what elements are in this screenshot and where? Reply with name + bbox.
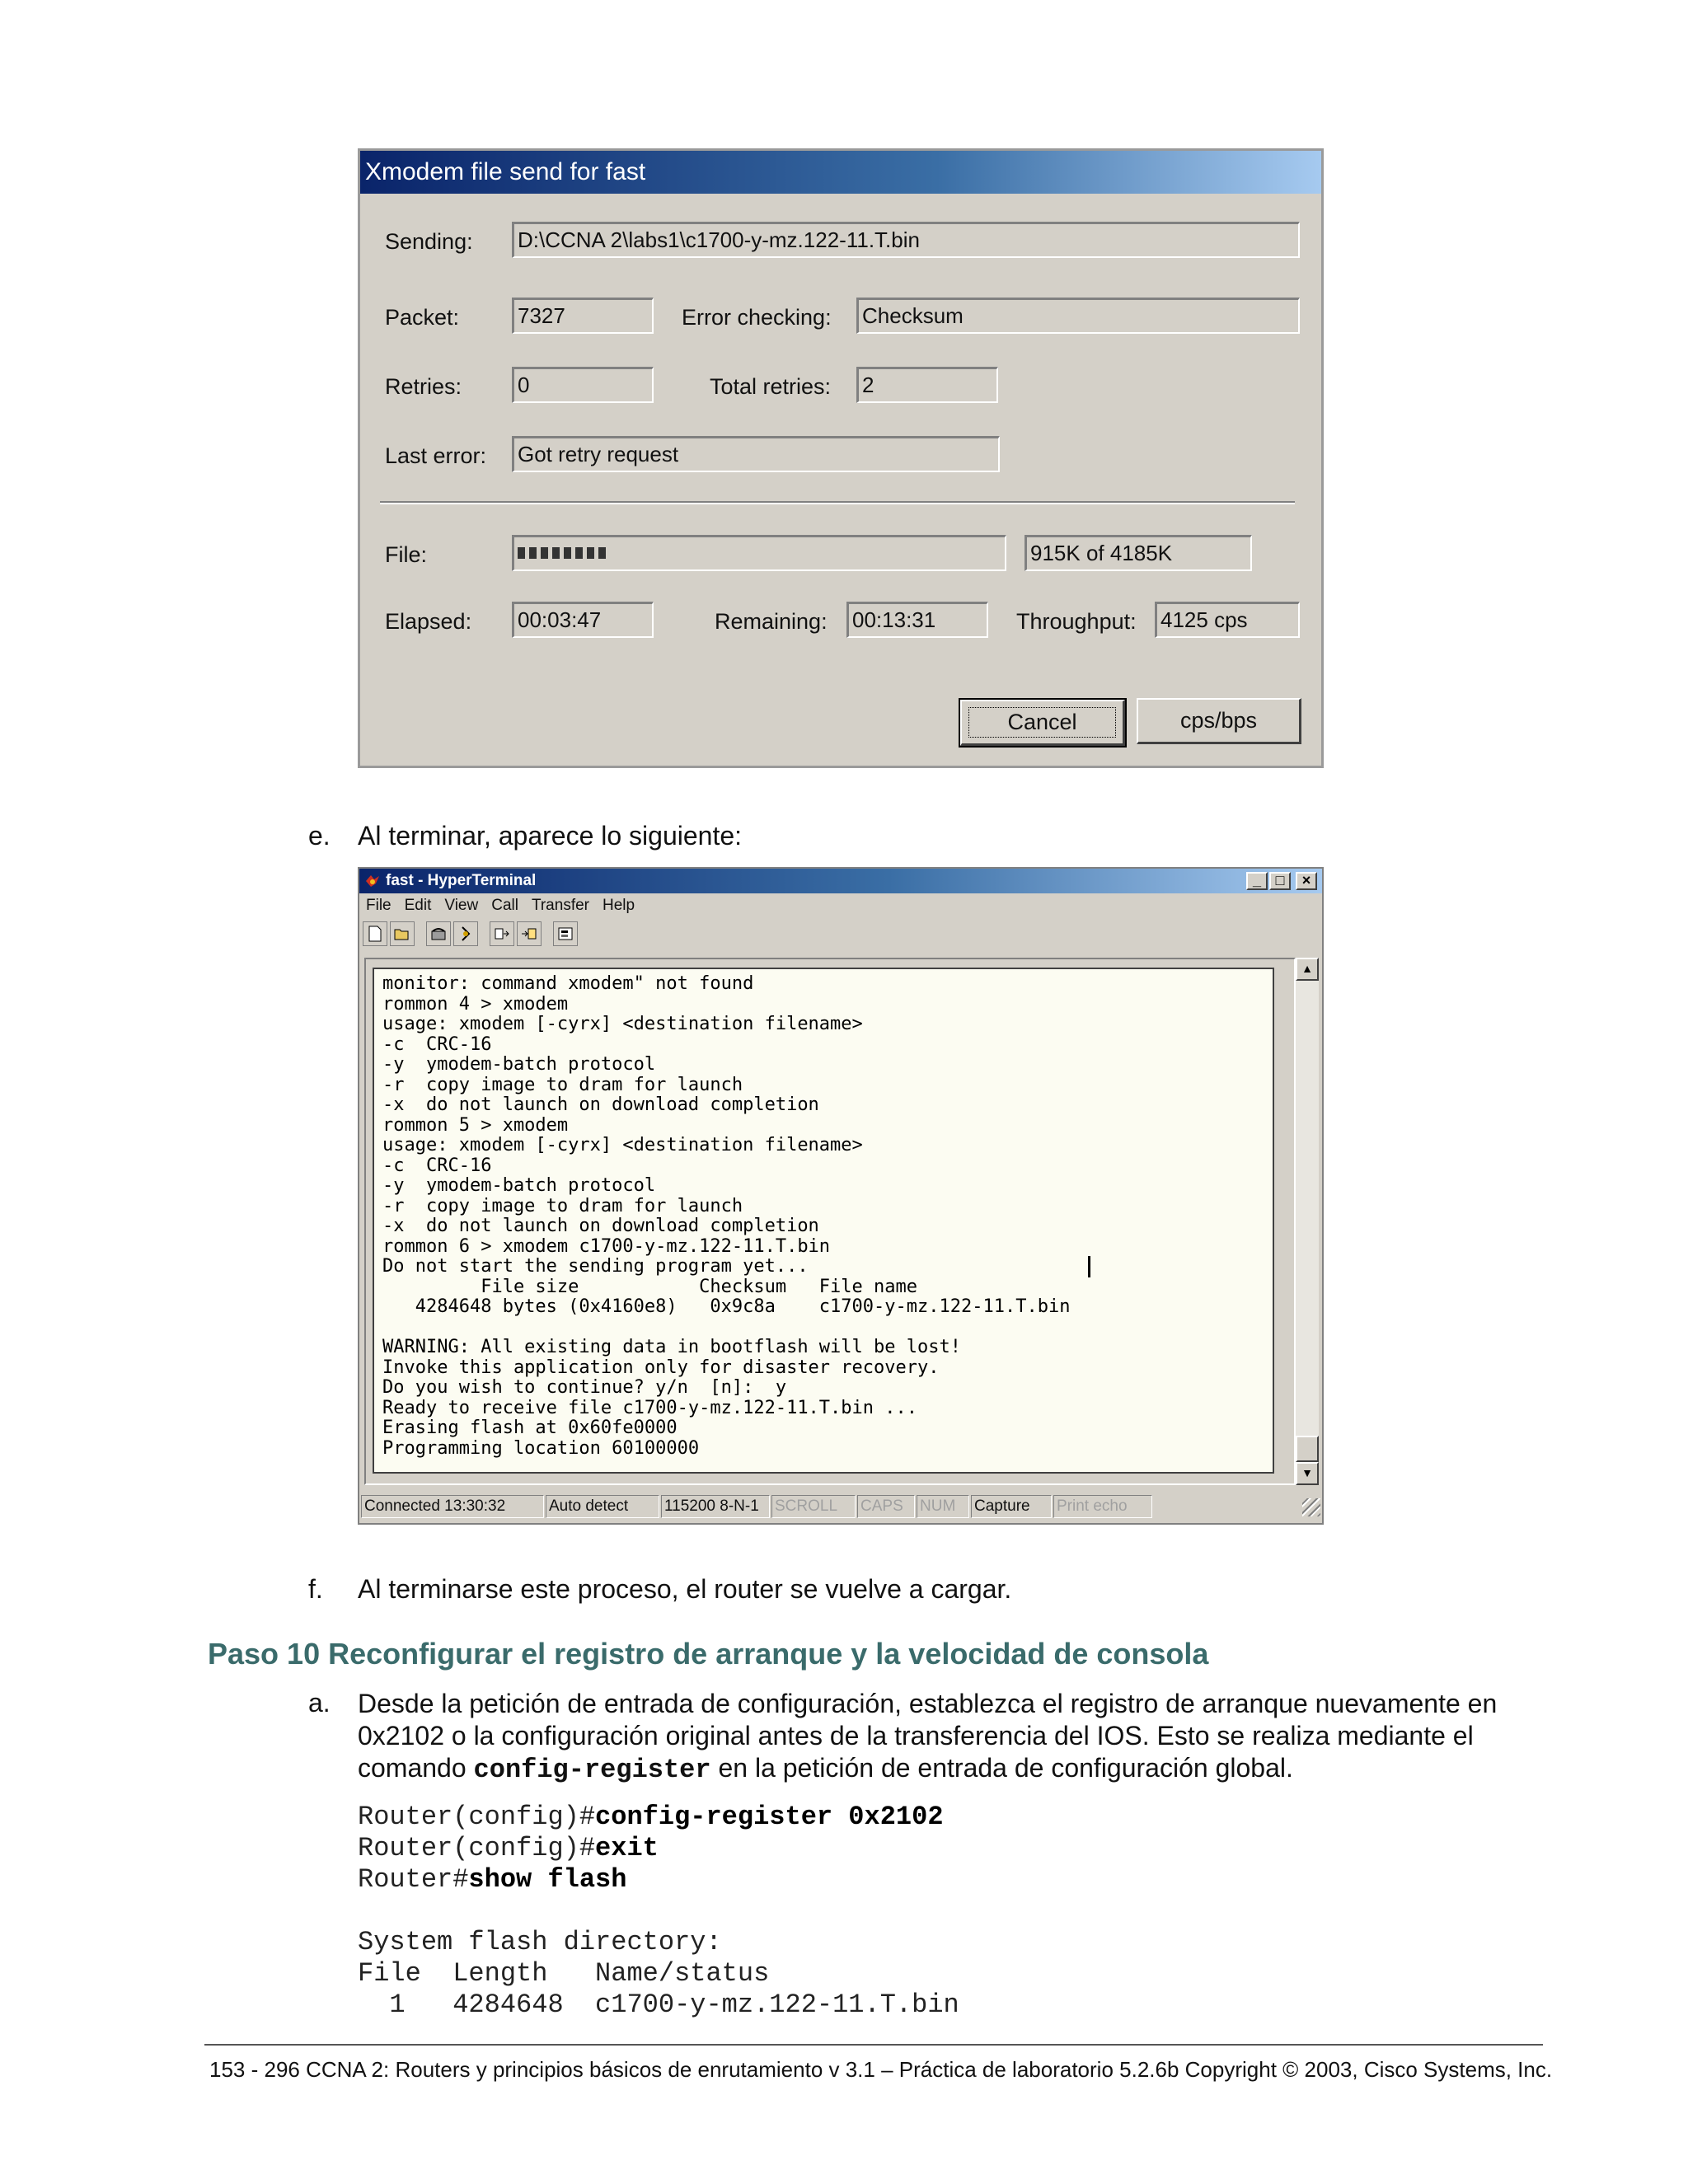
cli-line-3 [358, 1864, 626, 1895]
elapsed-label: Elapsed: [385, 609, 472, 634]
status-caps: CAPS [857, 1495, 915, 1518]
scroll-thumb[interactable] [1296, 1436, 1319, 1462]
toolbar [363, 921, 578, 949]
list-item-f [308, 1574, 1380, 1607]
error-checking-field: Checksum [856, 298, 1300, 334]
text-cursor [1088, 1256, 1090, 1277]
status-num: NUM [917, 1495, 969, 1518]
progress-block [575, 547, 583, 559]
progress-block [598, 547, 606, 559]
step-a-text-1: Desde la petición de entrada de configuración, establezca el registro de arranque nuevamente en 0x2102 o la configuración original antes de la transferencia del IOS. Esto se realiza mediante el comando [358, 1689, 1498, 1783]
packet-field: 7327 [512, 298, 654, 334]
status-bar [361, 1495, 1322, 1518]
list-marker: e. [308, 821, 331, 851]
list-item-e [308, 821, 1297, 854]
cli-output-line: File Length Name/status [358, 1958, 770, 1989]
total-retries-label: Total retries: [710, 374, 832, 399]
cps-bps-button-label: cps/bps [1179, 708, 1258, 733]
last-error-field: Got retry request [512, 436, 1000, 472]
cps-bps-button[interactable] [1137, 698, 1301, 744]
dialog-title: Xmodem file send for fast [360, 151, 1321, 194]
sending-field: D:\CCNA 2\labs1\c1700-y-mz.122-11.T.bin [512, 222, 1300, 258]
footer-rule [204, 2044, 1543, 2046]
page-footer: 153 - 296 CCNA 2: Routers y principios básicos de enrutamiento v 3.1 – Práctica de laboratorio 5.2.6b Copyright © 2003, Cisco Systems, Inc. [209, 2057, 1553, 2082]
cli-output-line: 1 4284648 c1700-y-mz.122-11.T.bin [358, 1990, 959, 2020]
status-capture: Capture [971, 1495, 1052, 1518]
hyperterminal-window [358, 867, 1324, 1525]
menu-help[interactable]: Help [603, 897, 635, 914]
disconnect-icon[interactable] [453, 921, 478, 946]
inline-command: config-register [473, 1755, 711, 1785]
cli-command: config-register 0x2102 [595, 1802, 944, 1832]
menu-edit[interactable]: Edit [404, 897, 432, 914]
status-print-echo: Print echo [1053, 1495, 1152, 1518]
progress-block [518, 547, 525, 559]
hyperterminal-app-icon [364, 874, 381, 888]
cli-prompt: Router(config)# [358, 1802, 596, 1832]
list-text: Al terminar, aparece lo siguiente: [358, 821, 743, 851]
menu-view[interactable]: View [444, 897, 479, 914]
step-a-paragraph [358, 1688, 1553, 1786]
send-icon[interactable] [490, 921, 514, 946]
last-error-label: Last error: [385, 443, 487, 468]
remaining-label: Remaining: [715, 609, 828, 634]
menu-transfer[interactable]: Transfer [531, 897, 589, 914]
scroll-up-icon[interactable]: ▲ [1296, 958, 1319, 981]
packet-label: Packet: [385, 305, 460, 330]
window-title: fast - HyperTerminal [386, 872, 537, 889]
cli-prompt: Router(config)# [358, 1833, 596, 1863]
throughput-label: Throughput: [1016, 609, 1137, 634]
progress-block [564, 547, 571, 559]
menu-call[interactable]: Call [491, 897, 518, 914]
minimize-icon[interactable]: _ [1246, 872, 1268, 890]
cli-command: exit [595, 1833, 659, 1863]
receive-icon[interactable] [517, 921, 542, 946]
menu-bar [366, 897, 635, 918]
terminal-output: monitor: command xmodem" not found rommon 4 > xmodem usage: xmodem [-cyrx] <destination filename> -c CRC-16 -y ymodem-batch protocol -r copy image to dram for launch -x do not launch on download completion rommon 5 > xmodem usage: xmodem [-cyrx] <destination filename> -c CRC-16 -y ymodem-batch protocol -r copy image to dram for launch -x do not launch on download completion rommon 6 > xmodem c1700-y-mz.122-11.T.bin Do not start the sending program yet... File size Checksum File name 4284648 bytes (0x4160e8) 0x9c8a c1700-y-mz.122-11.T.bin WARNING: All existing data in bootflash will be lost! Invoke this application only for disaster recovery. Do you wish to continue? y/n [n]: y Ready to receive file c1700-y-mz.122-11.T.bin ... Erasing flash at 0x60fe0000 Programming location 60100000 [382, 973, 1071, 1459]
status-connected: Connected 13:30:32 [361, 1495, 544, 1518]
retries-field: 0 [512, 367, 654, 403]
close-icon[interactable]: × [1296, 872, 1317, 890]
retries-label: Retries: [385, 374, 462, 399]
vertical-scrollbar[interactable] [1296, 958, 1319, 1485]
resize-grip[interactable] [1302, 1498, 1320, 1516]
cli-output-line: System flash directory: [358, 1927, 722, 1957]
phone-icon[interactable] [426, 921, 451, 946]
cli-line-2 [358, 1833, 659, 1863]
status-detect: Auto detect [546, 1495, 659, 1518]
file-progress-bar [512, 535, 1006, 571]
open-icon[interactable] [390, 921, 415, 946]
status-settings: 115200 8-N-1 [661, 1495, 770, 1518]
elapsed-field: 00:03:47 [512, 602, 654, 638]
terminal-screen[interactable] [373, 968, 1274, 1474]
window-titlebar [359, 869, 1322, 893]
step-a-text-2: en la petición de entrada de configuración global. [710, 1753, 1293, 1783]
file-progress-field: 915K of 4185K [1025, 535, 1252, 571]
progress-fill [518, 547, 606, 559]
cli-prompt: Router# [358, 1864, 469, 1895]
list-marker-a: a. [308, 1688, 331, 1718]
progress-block [587, 547, 594, 559]
properties-icon[interactable] [553, 921, 578, 946]
progress-block [541, 547, 548, 559]
throughput-field: 4125 cps [1155, 602, 1300, 638]
status-scroll: SCROLL [771, 1495, 856, 1518]
cancel-button[interactable] [960, 700, 1125, 746]
list-text: Al terminarse este proceso, el router se vuelve a cargar. [358, 1574, 1012, 1604]
progress-block [529, 547, 537, 559]
cancel-button-label: Cancel [1007, 710, 1077, 734]
maximize-icon[interactable]: □ [1269, 872, 1291, 890]
section-heading: Paso 10 Reconfigurar el registro de arranque y la velocidad de consola [208, 1637, 1209, 1671]
total-retries-field: 2 [856, 367, 998, 403]
sending-label: Sending: [385, 229, 473, 254]
new-icon[interactable] [363, 921, 387, 946]
cli-command: show flash [468, 1864, 627, 1895]
list-marker: f. [308, 1574, 323, 1604]
menu-file[interactable]: File [366, 897, 392, 914]
error-checking-label: Error checking: [682, 305, 832, 330]
progress-block [552, 547, 560, 559]
focus-rect [968, 707, 1116, 738]
remaining-field: 00:13:31 [846, 602, 988, 638]
file-label: File: [385, 542, 428, 567]
dialog-separator [380, 501, 1295, 504]
scroll-down-icon[interactable]: ▼ [1296, 1462, 1319, 1485]
xmodem-send-dialog [358, 148, 1324, 768]
cli-line-1 [358, 1802, 944, 1832]
